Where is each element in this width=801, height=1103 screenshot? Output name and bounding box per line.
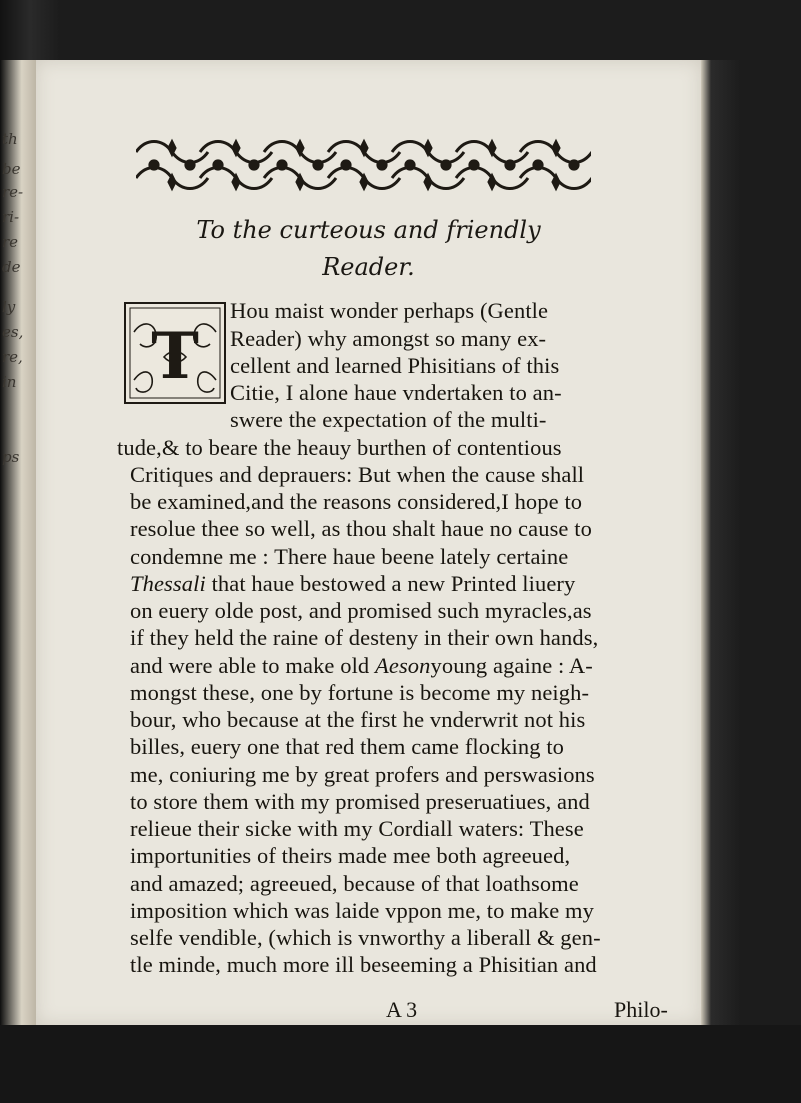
- text-line: [130, 571, 575, 597]
- text-line: tle minde, much more ill beseeming a Phisitian and: [130, 952, 597, 977]
- facing-page-edge: [0, 60, 36, 1103]
- text-line: relieue their sicke with my Cordiall waters: These: [130, 816, 584, 841]
- text-line: mongst these, one by fortune is become my neigh-: [130, 680, 590, 705]
- margin-fragment: ri-: [2, 208, 20, 226]
- catchword: Philo-: [614, 997, 668, 1022]
- text-line-tail: young againe : A-: [430, 653, 593, 678]
- margin-fragment: be: [2, 160, 21, 178]
- text-line: be examined,and the reasons considered,I hope to: [130, 489, 583, 514]
- page-right-edge: [701, 60, 801, 1025]
- text-line: tude,& to beare the heauy burthen of contentious: [117, 435, 562, 460]
- margin-fragment: re,: [2, 348, 23, 366]
- text-line: Hou maist wonder perhaps (Gentle: [230, 298, 549, 323]
- text-line-head: and were able to make old: [130, 653, 376, 678]
- text-line: if they held the raine of desteny in their own hands,: [130, 625, 599, 650]
- text-line: billes, euery one that red them came flocking to: [130, 734, 565, 759]
- margin-fragment: ps: [2, 448, 20, 466]
- italic-word: Thessali: [130, 571, 206, 596]
- text-line: imposition which was laide vppon me, to make my: [130, 898, 595, 923]
- text-line: Citie, I alone haue vndertaken to an-: [230, 380, 562, 405]
- text-line: selfe vendible, (which is vnworthy a liberall & gen-: [130, 925, 601, 950]
- text-line: to store them with my promised preseruatiues, and: [130, 789, 590, 814]
- heading-line-2: Reader.: [322, 253, 415, 281]
- text-line: resolue thee so well, as thou shalt haue no cause to: [130, 516, 592, 541]
- italic-word: Aeson: [375, 653, 431, 678]
- text-line: importunities of theirs made mee both agreeued,: [130, 843, 571, 868]
- margin-fragment: de: [2, 258, 21, 276]
- text-line: condemne me : There haue beene lately certaine: [130, 544, 569, 569]
- margin-fragment: es,: [2, 323, 24, 341]
- text-line: cellent and learned Phisitians of this: [230, 353, 560, 378]
- initial-letter: T: [151, 319, 199, 394]
- signature-mark: A 3: [386, 997, 418, 1022]
- margin-fragment: re-: [2, 183, 24, 201]
- text-line: swere the expectation of the multi-: [230, 407, 547, 432]
- text-line: me, coniuring me by great profers and perswasions: [130, 762, 595, 787]
- text-line-rest: that haue bestowed a new Printed liuery: [211, 571, 576, 596]
- text-line: [130, 653, 593, 679]
- book-page: [36, 60, 701, 1025]
- text-line: bour, who because at the first he vnderwrit not his: [130, 707, 586, 732]
- text-line: Reader) why amongst so many ex-: [230, 326, 547, 351]
- scan-background: [0, 1025, 801, 1103]
- text-line: on euery olde post, and promised such myracles,as: [130, 598, 592, 623]
- margin-fragment: in: [2, 373, 17, 391]
- heading-line-1: To the curteous and friendly: [196, 216, 541, 244]
- text-line: Critiques and deprauers: But when the cause shall: [130, 462, 585, 487]
- text-line: and amazed; agreeued, because of that loathsome: [130, 871, 579, 896]
- body-text: [36, 60, 701, 1025]
- margin-fragment: re: [2, 233, 19, 251]
- margin-fragment: ly: [2, 298, 16, 316]
- margin-fragment: th: [2, 130, 18, 148]
